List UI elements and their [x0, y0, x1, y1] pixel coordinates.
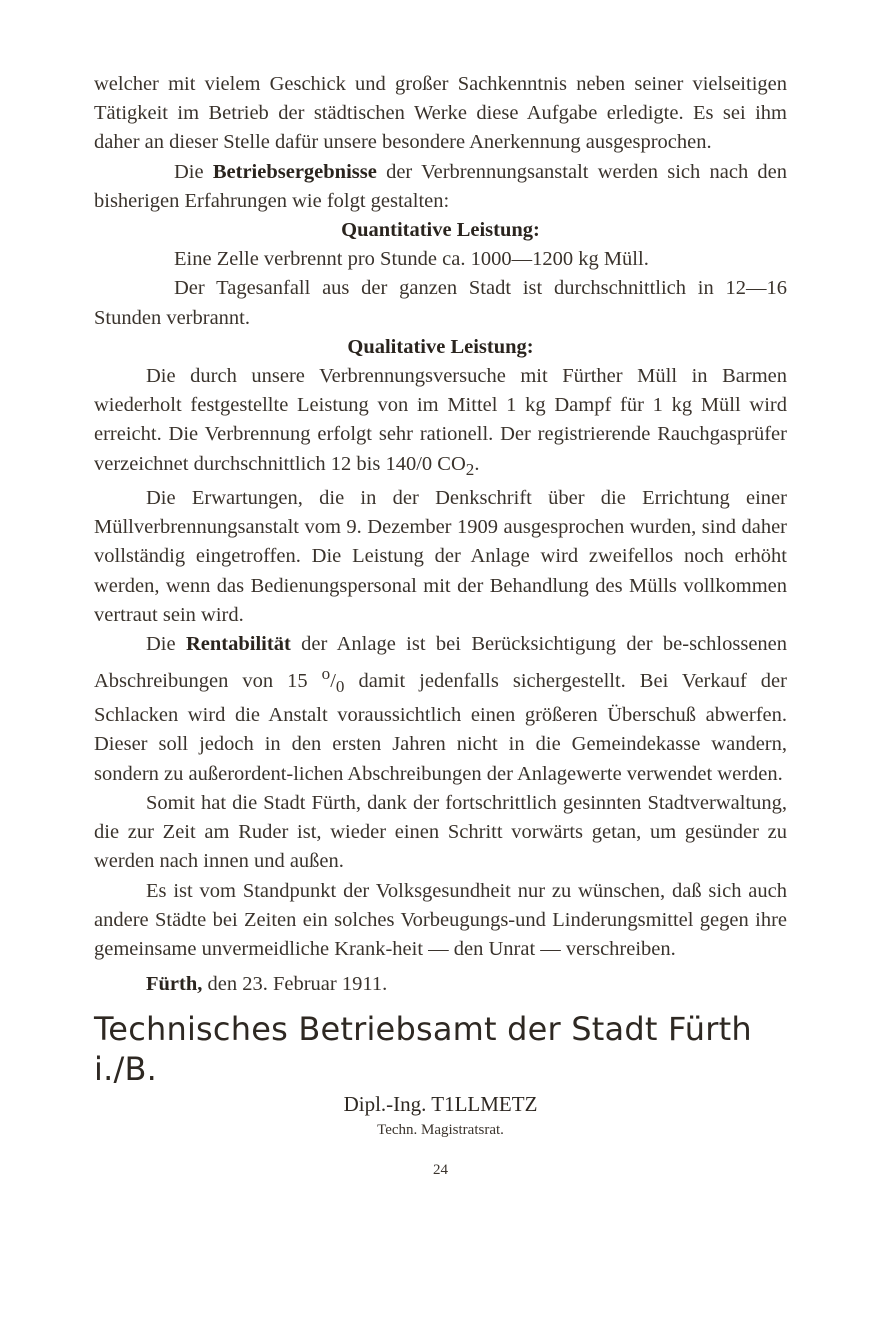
signer-line [94, 1089, 787, 1119]
percent-slash: / [330, 669, 336, 692]
signer-title: Techn. Magistratsrat. [377, 1122, 504, 1139]
p5-subscript: 2 [465, 459, 475, 479]
p2-pre: Die [174, 160, 204, 183]
paragraph-volksgesundheit: Es ist vom Standpunkt der Volksgesundheit nur zu wünschen, daß sich auch andere Städte bei Zeiten ein solches Vorbeugungs-und Linderungsmittel gegen ihre gemeinsame unvermeidliche Krank-heit — den Unrat — verschreiben. [94, 879, 787, 960]
paragraph-rentabilitaet [94, 630, 787, 789]
office-heading: Technisches Betriebsamt der Stadt Fürth i./B. [94, 1010, 752, 1089]
term-betriebsergebnisse: Betriebsergebnisse [212, 160, 377, 183]
percent-sub: 0 [335, 677, 345, 697]
signer-prefix: Dipl.-Ing. [343, 1092, 427, 1117]
heading-quantitative: Quantitative Leistung: [341, 219, 540, 242]
p7-post: damit jedenfalls sichergestellt. Bei Verkauf der Schlacken wird die Anstalt voraussichtlich einen größeren Überschuß abwerfen. Dieser soll jedoch in den ersten Jahren nicht in die Gemeindekasse wandern, sondern zu außerordent-lichen Abschreibungen der Anlagewerte verwendet werden. [94, 669, 787, 785]
page-number: 24 [433, 1162, 448, 1179]
p7-mid: der Anlage ist bei Berücksichtigung der be-schlossenen Abschreibungen von 15 [94, 632, 788, 692]
paragraph-somit: Somit hat die Stadt Fürth, dank der fortschrittlich gesinnten Stadtverwaltung, die zur Zeit am Ruder ist, wieder einen Schritt vorwärts getan, um gesünder zu werden nach innen und außen. [94, 791, 787, 873]
paragraph-erwartungen: Die Erwartungen, die in der Denkschrift über die Errichtung einer Müllverbrennungsanstalt vom 9. Dezember 1909 ausgesprochen wurden, sind daher vollständig eingetroffen. Die Leistung der Anlage wird zweifellos noch erhöht werden, wenn das Bedienungspersonal mit der Behandlung des Mülls vollkommen vertraut sein wird. [94, 486, 787, 626]
paragraph-1: welcher mit vielem Geschick und großer Sachkenntnis neben seiner vielseitigen Tätigkeit im Betrieb der städtischen Werke diese Aufgabe erledigte. Es sei ihm daher an dieser Stelle dafür unsere besondere Anerkennung ausgesprochen. [94, 73, 787, 154]
p2-post: der Verbrennungsanstalt werden sich nach den bisherigen Erfahrungen wie folgt gestalten: [94, 160, 788, 212]
paragraph-betriebsergebnisse [94, 158, 787, 216]
paragraph-verbrennungsversuche [94, 362, 787, 484]
p5-end: . [474, 452, 480, 475]
signoff-date: den 23. Februar 1911. [207, 973, 388, 996]
heading-qualitative: Qualitative Leistung: [347, 335, 534, 358]
p5-main: Die durch unsere Verbrennungsversuche mit Fürther Müll in Barmen wiederholt festgestellte Leistung von im Mittel 1 kg Dampf für 1 kg Müll wird erreicht. Die Verbrennung erfolgt sehr rationell. Der registrierende Rauchgasprüfer verzeichnet durchschnittlich 12 bis 140/0 CO [94, 365, 787, 475]
paragraph-tagesanfall: Der Tagesanfall aus der ganzen Stadt ist durchschnittlich in 12—16 Stunden verbrannt. [94, 277, 787, 329]
signoff-place: Fürth, [146, 973, 203, 996]
percent-sup: o [321, 664, 331, 684]
signoff-line [94, 970, 787, 999]
signer-name: T1LLMETZ [431, 1092, 538, 1117]
paragraph-zelle: Eine Zelle verbrennt pro Stunde ca. 1000—1200 kg Müll. [174, 248, 649, 271]
p7-pre: Die [146, 632, 176, 655]
term-rentabilitaet: Rentabilität [186, 632, 291, 655]
